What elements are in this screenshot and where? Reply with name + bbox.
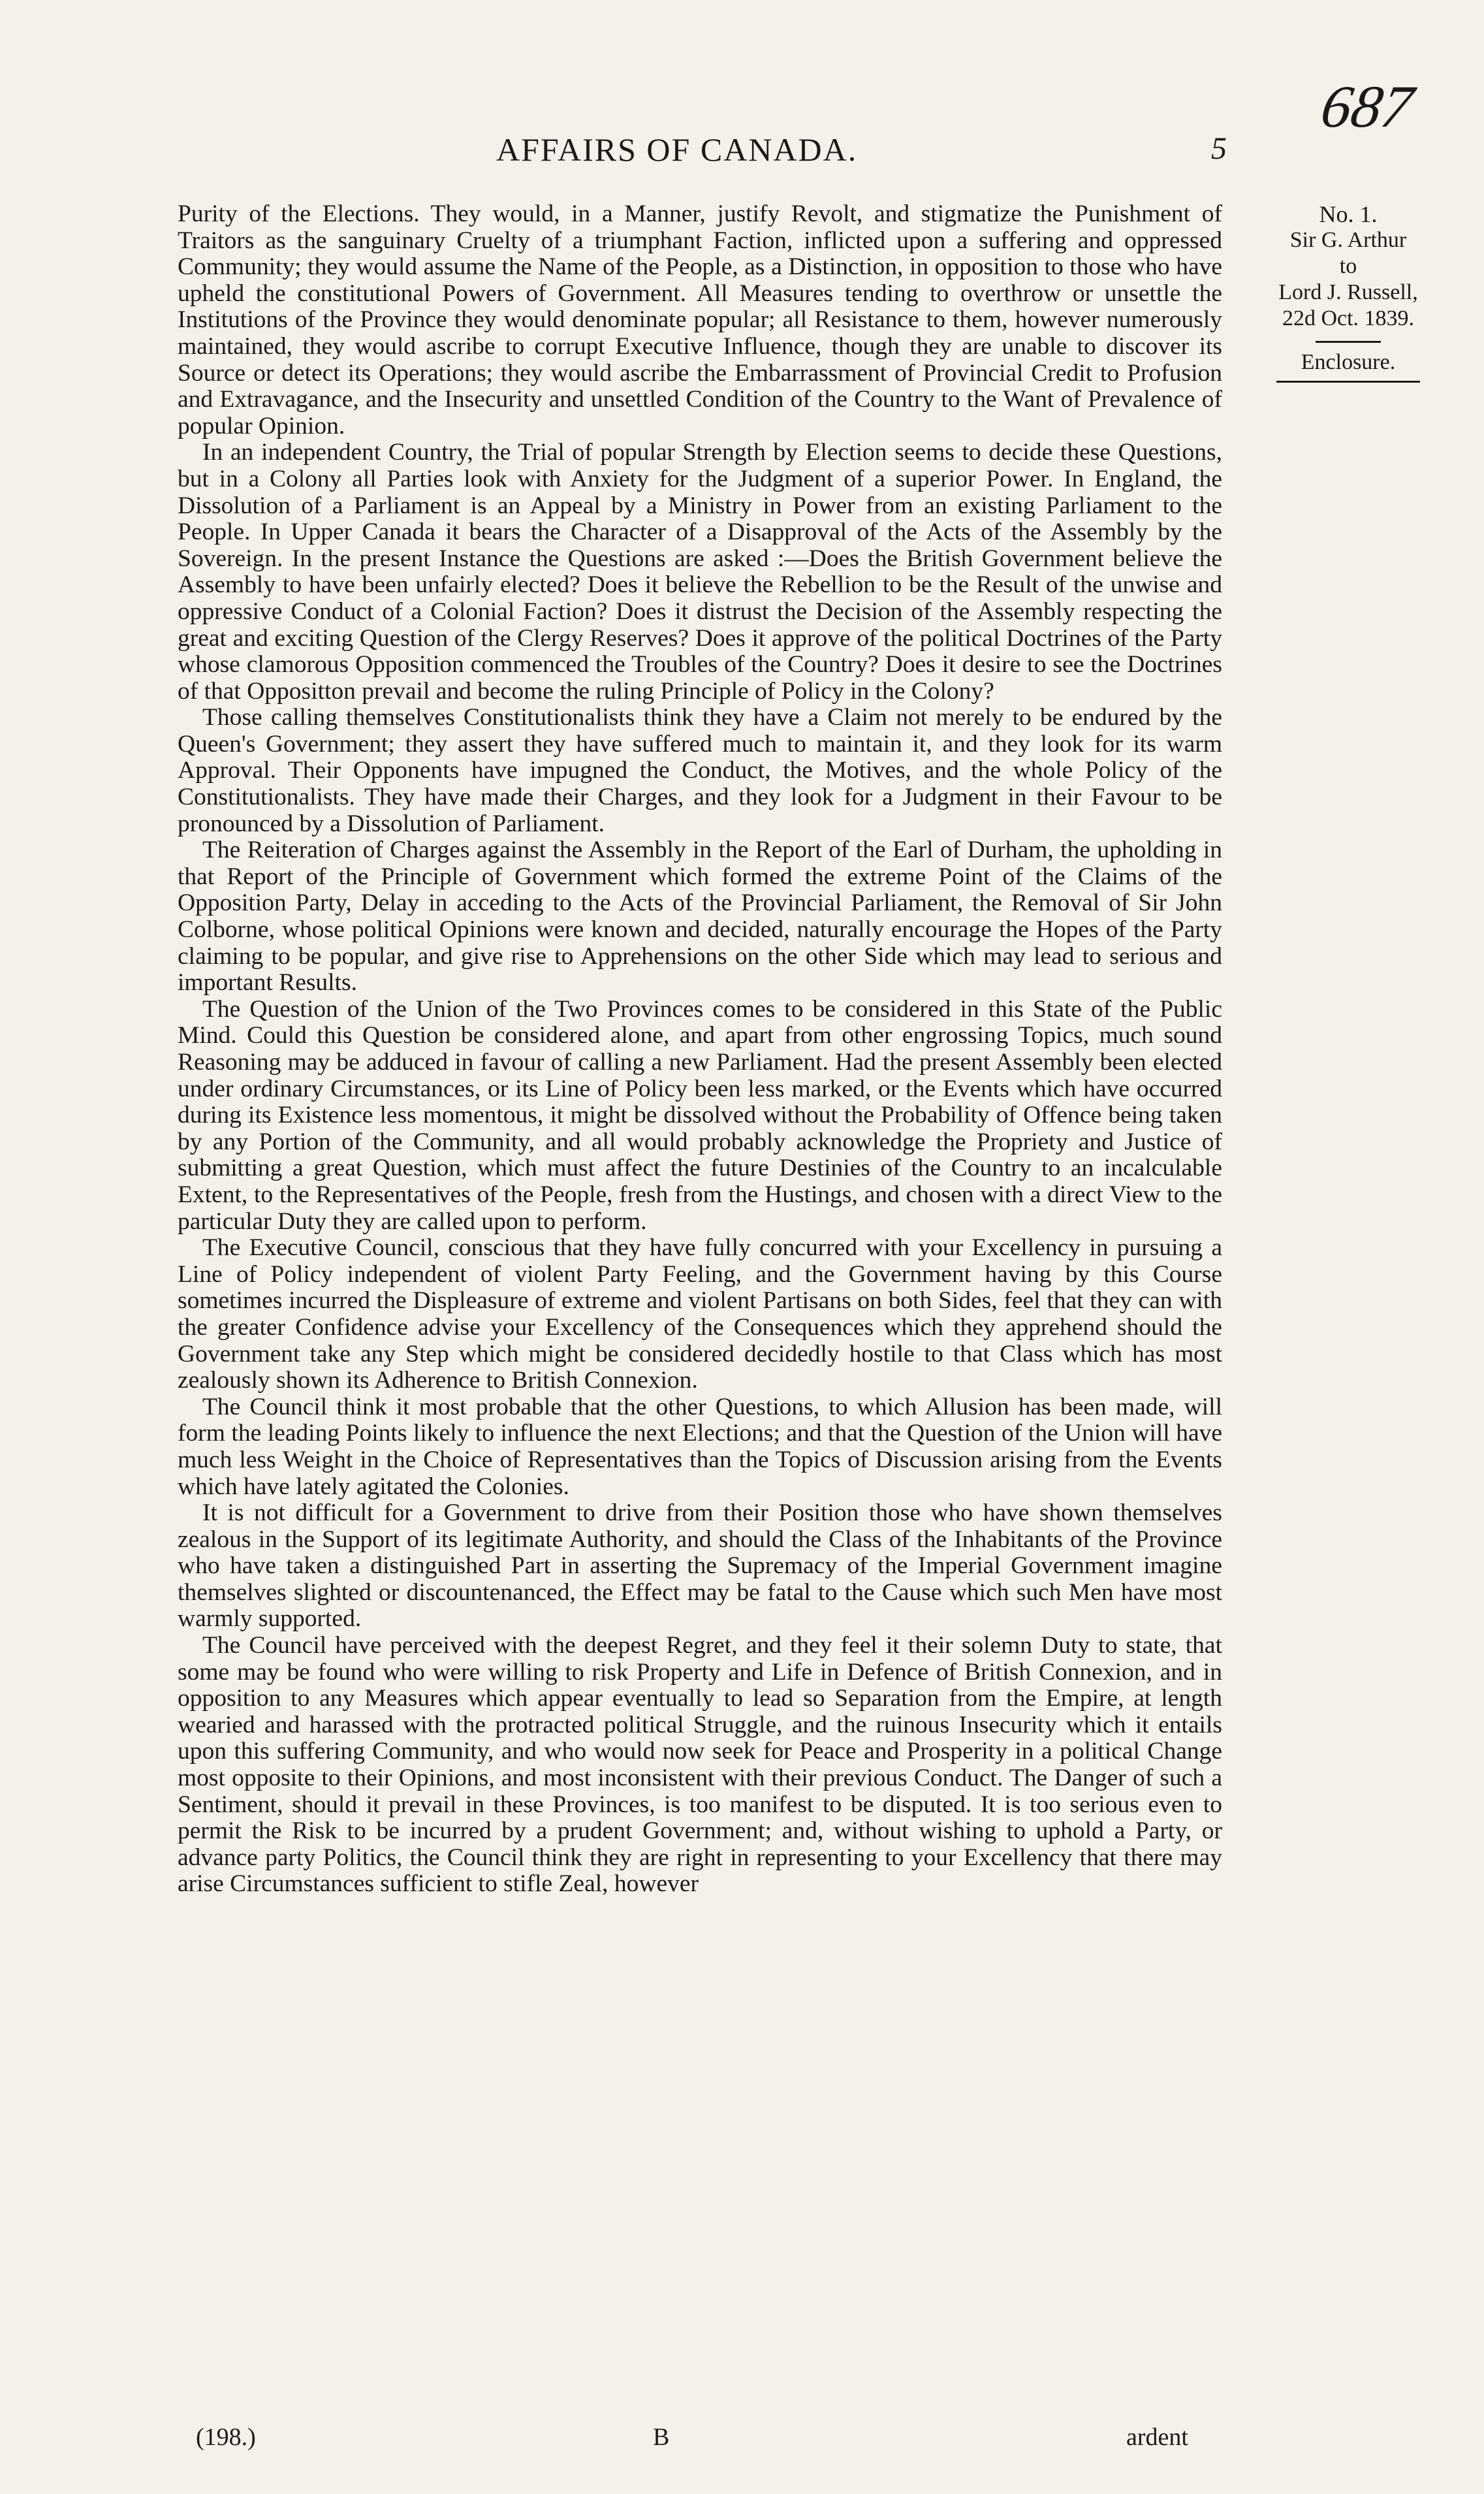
long-divider (1276, 381, 1420, 383)
recipient: Lord J. Russell, (1278, 280, 1418, 304)
paragraph: The Executive Council, conscious that they have fully concurred with your Excellency in pursuing a Line of Policy independent of violent Party Feeling, and the Government having by this Course sometimes incurred the Displeasure of extreme and violent Partisans on both Sides, feel that they can with the greater Confidence advise your Excellency of the Consequences which they apprehend should the Government take any Step which might be considered decidedly hostile to that Class which has most zealously shown its Adherence to British Connexion. (178, 1234, 1222, 1394)
margin-note (1257, 201, 1440, 383)
paragraph: The Council think it most probable that the other Questions, to which Allusion has been made, will form the leading Points likely to influence the next Elections; and that the Question of the Union will have much less Weight in the Choice of Representatives than the Topics of Discussion arising from the Events which have lately agitated the Colonies. (178, 1393, 1222, 1500)
signature-mark: (198.) (196, 2423, 256, 2451)
paragraph: The Reiteration of Charges against the Assembly in the Report of the Earl of Durham, the upholding in that Report of the Principle of Government which formed the extreme Point of the Claims of the Opposition Party, Delay in acceding to the Acts of the Provincial Parliament, the Removal of Sir John Colborne, whose political Opinions were known and decided, naturally encourage the Hopes of the Party claiming to be popular, and give rise to Apprehensions on the other Side which may lead to serious and important Results. (178, 837, 1222, 997)
paragraph: Purity of the Elections. They would, in a Manner, justify Revolt, and stigmatize the Punishment of Traitors as the sanguinary Cruelty of a triumphant Faction, inflicted upon a suffering and oppressed Community; they would assume the Name of the People, as a Distinction, in opposition to those who have upheld the constitutional Powers of Government. All Measures tending to overthrow or unsettle the Institutions of the Province they would denominate popular; all Resistance to them, however numerously maintained, they would ascribe to corrupt Executive Influence, though they are unable to discover its Source or detect its Operations; they would ascribe the Embarrassment of Provincial Credit to Profusion and Extravagance, and the Insecurity and unsettled Condition of the Country to the Want of Prevalence of popular Opinion. (178, 200, 1222, 440)
paragraph: Those calling themselves Constitutionalists think they have a Claim not merely to be endured by the Queen's Government; they assert they have suffered much to maintain it, and they look for its warm Approval. Their Opponents have impugned the Conduct, the Motives, and the whole Policy of the Constitutionalists. They have made their Charges, and they look for a Judgment in their Favour to be pronounced by a Dissolution of Parliament. (178, 704, 1222, 837)
running-title: AFFAIRS OF CANADA. (496, 131, 858, 168)
paragraph: In an independent Country, the Trial of popular Strength by Election seems to decide these Questions, but in a Colony all Parties look with Anxiety for the Judgment of a superior Power. In England, the Dissolution of a Parliament is an Appeal by a Ministry in Power from an existing Parliament to the People. In Upper Canada it bears the Character of a Disapproval of the Acts of the Assembly by the Sovereign. In the present Instance the Questions are asked :—Does the British Government believe the Assembly to have been unfairly elected? Does it believe the Rebellion to be the Result of the unwise and oppressive Conduct of a Colonial Faction? Does it distrust the Decision of the Assembly respecting the great and exciting Question of the Clergy Reserves? Does it approve of the political Doctrines of the Party whose clamorous Opposition commenced the Troubles of the Country? Does it desire to see the Doctrines of that Oppositton prevail and become the ruling Principle of Policy in the Colony? (178, 439, 1222, 705)
signature-letter: B (653, 2423, 670, 2451)
catchword: ardent (1126, 2423, 1188, 2451)
paragraph: The Council have perceived with the deepest Regret, and they feel it their solemn Duty to state, that some may be found who were willing to risk Property and Life in Defence of British Connexion, and in opposition to any Measures which appear eventually to lead so Separation from the Empire, at length wearied and harassed with the protracted political Struggle, and the ruinous Insecurity which it entails upon this suffering Community, and who would now seek for Peace and Prosperity in a political Change most opposite to their Opinions, and most inconsistent with their previous Conduct. The Danger of such a Sentiment, should it prevail in these Provinces, is too manifest to be disputed. It is too serious even to permit the Risk to be incurred by a prudent Government; and, without wishing to uphold a Party, or advance party Politics, the Council think they are right in representing to your Excellency that there may arise Circumstances sufficient to stifle Zeal, however (178, 1632, 1222, 1898)
body-text (178, 201, 1222, 1898)
document-reference: No. 1. (1319, 201, 1378, 227)
to-word: to (1339, 254, 1357, 278)
paragraph: The Question of the Union of the Two Provinces comes to be considered in this State of the Public Mind. Could this Question be considered alone, and apart from other engrossing Topics, much sound Reasoning may be adduced in favour of calling a new Parliament. Had the present Assembly been elected under ordinary Circumstances, or its Line of Policy been less marked, or the Events which have occurred during its Existence less momentous, it might be dissolved without the Probability of Offence being taken by any Portion of the Community, and all would probably acknowledge the Propriety and Justice of submitting a great Question, which must affect the future Destinies of the Country to an incalculable Extent, to the Representatives of the People, fresh from the Hustings, and chosen with a direct View to the particular Duty they are called upon to perform. (178, 995, 1222, 1235)
short-divider (1316, 341, 1381, 343)
letter-date: 22d Oct. 1839. (1282, 306, 1415, 330)
paragraph: It is not difficult for a Government to drive from their Position those who have shown themselves zealous in the Support of its legitimate Authority, and should the Class of the Inhabitants of the Province who have taken a distinguished Part in asserting the Supremacy of the Imperial Government imagine themselves slighted or discountenanced, the Effect may be fatal to the Cause which such Men have most warmly supported. (178, 1499, 1222, 1633)
page-number: 5 (1211, 131, 1227, 166)
sender: Sir G. Arthur (1289, 228, 1407, 252)
enclosure-label: Enclosure. (1301, 350, 1396, 374)
handwritten-folio-number: 687 (1316, 73, 1418, 140)
